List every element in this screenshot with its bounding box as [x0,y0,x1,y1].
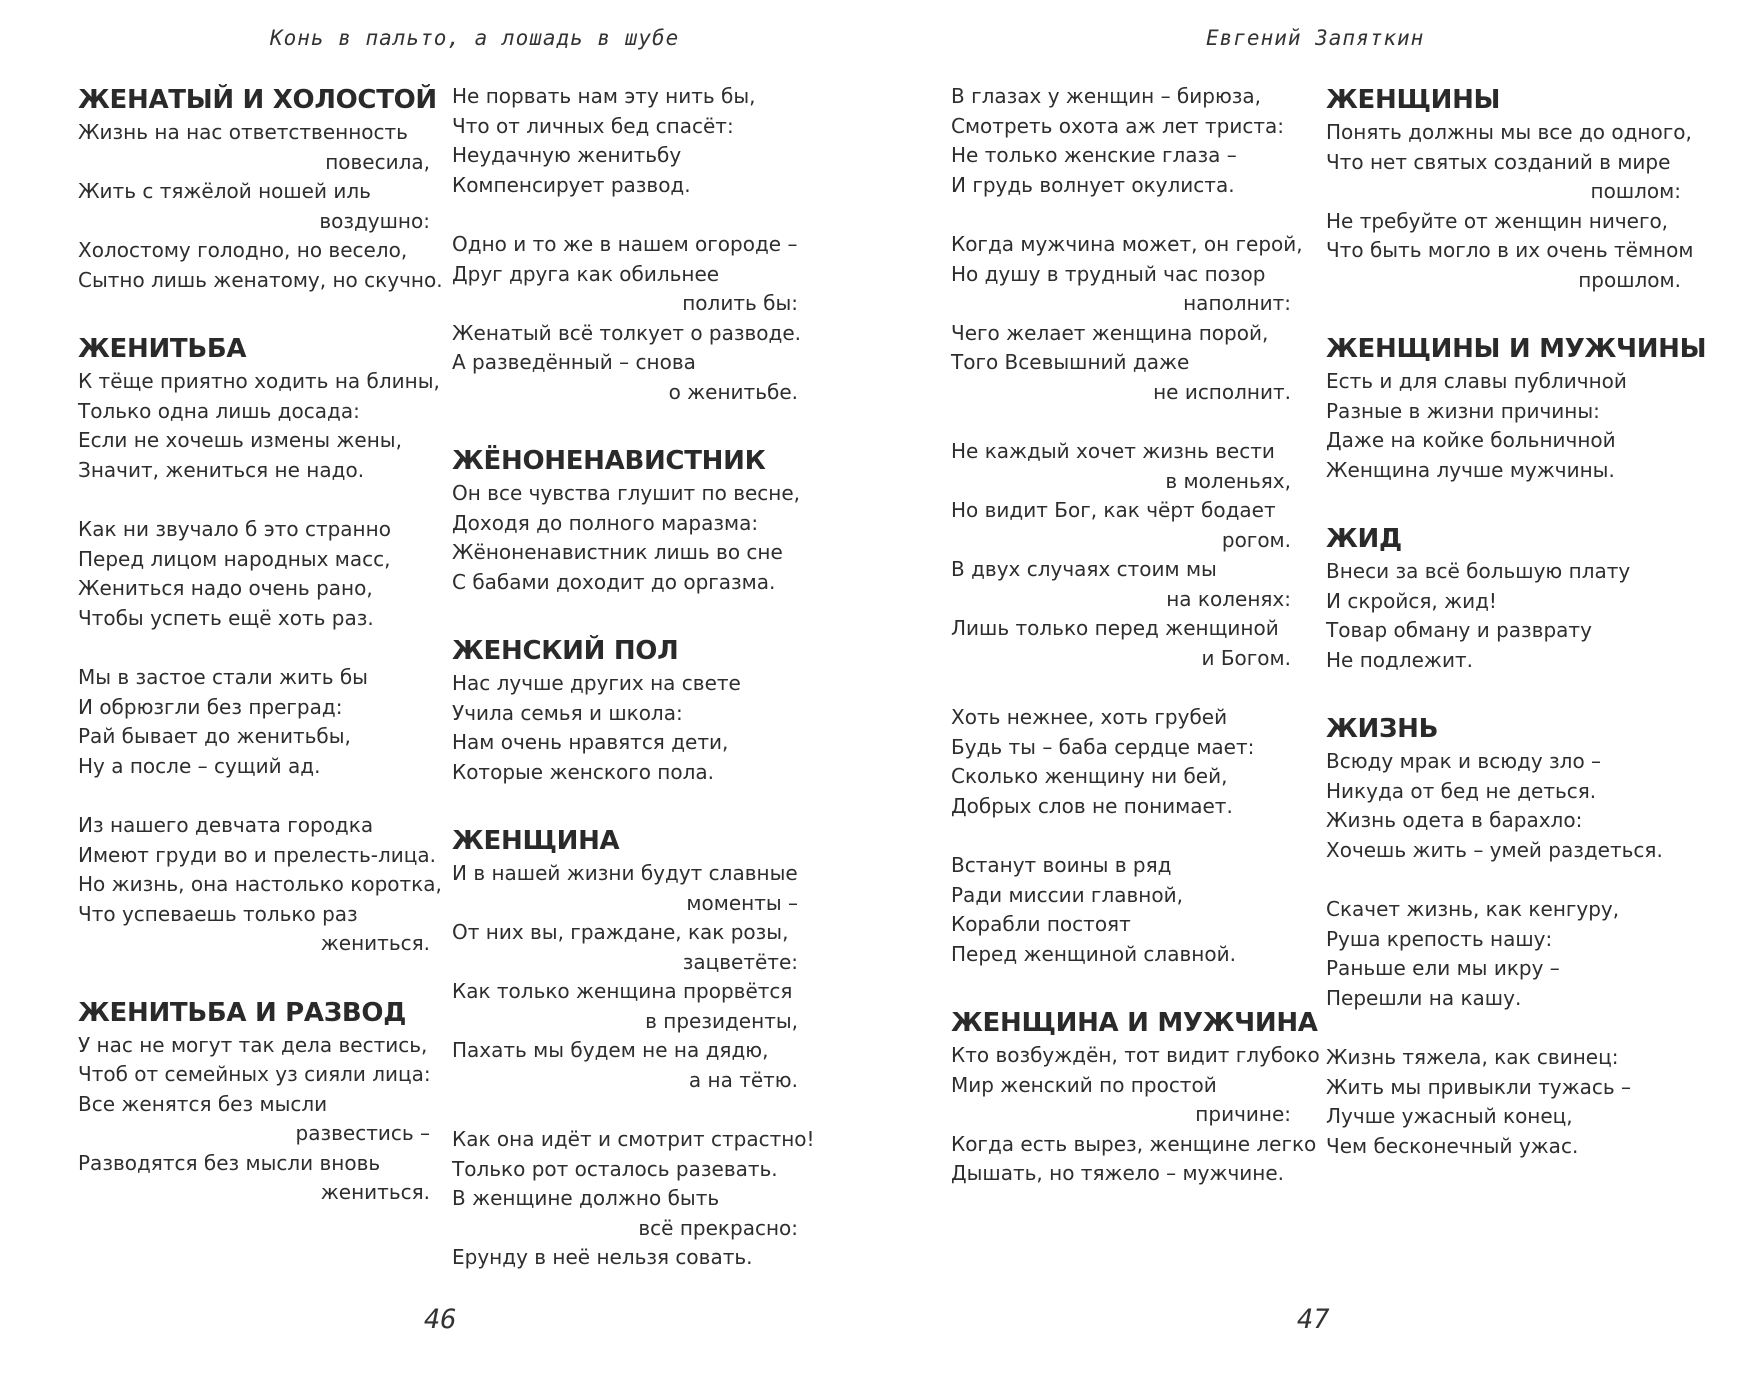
verse-line: Неудачную женитьбу [452,143,682,167]
verse-line: Если не хочешь измены жены, [78,428,402,452]
verse-line: Чтобы успеть ещё хоть раз. [78,605,374,630]
verse-line: не исполнит. [1153,379,1291,404]
verse-line: Лишь только перед женщиной [951,616,1279,640]
verse-line: Лучше ужасный конец, [1326,1104,1573,1128]
poem [1326,711,1681,1161]
verse-line: Есть и для славы публичной [1326,369,1627,393]
left-page [0,0,870,1374]
verse-line: Перед лицом народных масс, [78,546,391,571]
verse-line: Как ни звучало б это странно [78,517,391,541]
stanza [1326,747,1681,865]
poem-title: ЖЕНЩИНА [452,826,620,856]
stanza [1326,367,1681,485]
verse-line: Жизнь одета в барахло: [1326,808,1583,832]
verse-line: всё прекрасно: [638,1215,798,1240]
verse-line: в моленьях, [1165,468,1291,493]
poem-title: ЖЁНОНЕНАВИСТНИК [452,446,766,476]
verse-line: В глазах у женщин – бирюза, [951,84,1262,108]
verse-line: Будь ты – баба сердце мает: [951,734,1255,759]
verse-line: Пахать мы будем не на дядю, [452,1038,769,1062]
poem [951,1005,1320,1189]
stanza [78,515,430,633]
verse-line: полить бы: [682,291,798,315]
verse-line: Что нет святых созданий в мире [1326,149,1671,174]
verse-line: Хоть нежнее, хоть грубей [951,705,1228,729]
stanza [78,1031,430,1208]
verse-line: Жить с тяжёлой ношей иль [78,179,371,203]
stanza [452,479,801,597]
verse-line: Мы в застое стали жить бы [78,665,368,689]
verse-line: Рай бывает до женитьбы, [78,724,351,748]
verse-line: Хочешь жить – умей раздеться. [1326,837,1663,862]
verse-line: Друг друга как обильнее [452,261,720,286]
verse-line: И в нашей жизни будут славные [452,861,798,885]
poem [1326,82,1694,295]
left-page-column-1 [78,82,443,1244]
verse-line: Что успеваешь только раз [78,901,358,926]
verse-line: Разводятся без мысли вновь [78,1150,381,1175]
poem [452,633,798,787]
verse-line: А разведённый – снова [452,350,696,374]
verse-line: Что от личных бед спасёт: [452,113,734,138]
verse-line: на коленях: [1166,586,1291,611]
verse-line: Как она идёт и смотрит страстно! [452,1127,815,1151]
right-page-column-2 [1326,82,1707,1197]
page-number: 47 [1297,1304,1330,1335]
verse-line: Чем бесконечный ужас. [1326,1133,1579,1158]
verse-line: воздушно: [319,208,430,233]
stanza [78,118,443,295]
verse-line: Дышать, но тяжело – мужчине. [951,1161,1285,1185]
verse-line: Значит, жениться не надо. [78,457,365,482]
poem-title: ЖЕНАТЫЙ И ХОЛОСТОЙ [78,85,437,115]
verse-line: Смотреть охота аж лет триста: [951,113,1285,138]
verse-line: Скачет жизнь, как кенгуру, [1326,897,1620,921]
verse-line: Ради миссии главной, [951,882,1183,907]
verse-line: Перед женщиной славной. [951,941,1236,966]
verse-line: Как только женщина прорвётся [452,979,793,1003]
stanza [452,1125,815,1273]
left-page-column-2 [452,82,815,1309]
poem [951,82,1303,969]
verse-line: Ерунду в неё нельзя совать. [452,1245,753,1269]
verse-line: прошлом. [1578,267,1681,292]
stanza [1326,895,1681,1013]
verse-line: И обрюзгли без преград: [78,694,343,719]
verse-line: У нас не могут так дела вестись, [78,1032,428,1057]
verse-line: Из нашего девчата городка [78,813,374,837]
right-page [871,0,1741,1374]
verse-line: Доходя до полного маразма: [452,510,759,535]
stanza [1326,118,1694,295]
stanza [78,367,440,485]
verse-line: Никуда от бед не деться. [1326,778,1597,803]
verse-line: причине: [1195,1102,1291,1126]
verse-line: пошлом: [1590,179,1681,203]
verse-line: Компенсирует развод. [452,172,691,197]
verse-line: Не подлежит. [1326,647,1473,672]
verse-line: Только одна лишь досада: [78,398,360,423]
poem-title: ЖЕНСКИЙ ПОЛ [452,636,679,666]
stanza [951,437,1291,673]
verse-line: С бабами доходит до оргазма. [452,569,776,594]
poem [78,995,430,1208]
verse-line: Имеют груди во и прелесть-лица. [78,842,436,867]
stanza [951,703,1291,821]
verse-line: Мир женский по простой [951,1072,1217,1097]
verse-line: Только рот осталось разевать. [452,1156,778,1181]
stanza [452,82,798,200]
verse-line: Что быть могло в их очень тёмном [1326,238,1694,262]
poem [1326,331,1707,485]
verse-line: Одно и то же в нашем огороде – [452,232,798,256]
stanza [452,669,798,787]
verse-line: Сытно лишь женатому, но скучно. [78,267,443,292]
verse-line: Но жизнь, она настолько коротка, [78,872,442,896]
verse-line: Встанут воины в ряд [951,853,1172,877]
verse-line: Руша крепость нашу: [1326,926,1553,951]
stanza [951,230,1303,407]
verse-line: о женитьбе. [668,379,798,404]
running-head-author: Евгений Запяткин [1206,26,1425,50]
verse-line: моменты – [686,890,798,915]
verse-line: Сколько женщину ни бей, [951,764,1228,788]
verse-line: От них вы, граждане, как розы, [452,920,789,944]
verse-line: Чтоб от семейных уз сияли лица: [78,1062,431,1086]
verse-line: Того Всевышний даже [951,350,1190,374]
verse-line: повесила, [325,149,430,174]
verse-line: И грудь волнует окулиста. [951,172,1235,197]
verse-line: Товар обману и разврату [1326,618,1592,642]
verse-line: Но видит Бог, как чёрт бодает [951,498,1276,522]
verse-line: Все женятся без мысли [78,1091,328,1116]
verse-line: Жизнь тяжела, как свинец: [1326,1045,1619,1069]
poem [452,443,801,597]
verse-line: К тёще приятно ходить на блины, [78,369,440,393]
verse-line: Перешли на кашу. [1326,985,1522,1010]
verse-line: Даже на койке больничной [1326,428,1616,452]
verse-line: Не каждый хочет жизнь вести [951,439,1275,463]
verse-line: рогом. [1221,527,1291,552]
poem-title: ЖИД [1326,524,1402,554]
verse-line: Ну а после – сущий ад. [78,753,321,778]
verse-line: жениться. [320,1180,430,1204]
stanza [951,1041,1320,1189]
verse-line: наполнит: [1183,291,1291,315]
poem-title: ЖЕНЩИНА И МУЖЧИНА [951,1008,1318,1038]
verse-line: зацветёте: [682,949,798,974]
verse-line: Разные в жизни причины: [1326,398,1600,423]
verse-line: Учила семья и школа: [452,700,683,725]
verse-line: Когда есть вырез, женщине легко [951,1131,1317,1156]
poem [1326,521,1681,675]
page-number: 46 [424,1304,457,1335]
stanza [1326,1043,1681,1161]
verse-line: Не только женские глаза – [951,143,1237,167]
stanza [452,230,802,407]
verse-line: в президенты, [645,1008,798,1033]
verse-line: В двух случаях стоим мы [951,557,1217,581]
verse-line: развестись – [295,1121,430,1145]
running-head-title: Конь в пальто, а лошадь в шубе [270,26,680,50]
verse-line: Нам очень нравятся дети, [452,730,729,754]
verse-line: Жениться надо очень рано, [78,576,373,600]
poem-title: ЖЕНЩИНЫ [1326,85,1501,115]
poem [452,82,802,407]
verse-line: Чего желает женщина порой, [951,320,1269,345]
verse-line: И скройся, жид! [1326,588,1497,613]
verse-line: и Богом. [1201,645,1291,670]
verse-line: Когда мужчина может, он герой, [951,232,1303,256]
verse-line: Которые женского пола. [452,759,714,784]
verse-line: Не требуйте от женщин ничего, [1326,208,1669,233]
verse-line: Понять должны мы все до одного, [1326,120,1692,144]
verse-line: Холостому голодно, но весело, [78,238,408,262]
verse-line: Он все чувства глушит по весне, [452,481,801,505]
verse-line: Раньше ели мы икру – [1326,956,1560,980]
poem-title: ЖЕНЩИНЫ И МУЖЧИНЫ [1326,334,1707,364]
right-page-column-1 [951,82,1320,1225]
verse-line: Внеси за всё большую плату [1326,559,1631,583]
stanza [78,811,442,959]
verse-line: Не порвать нам эту нить бы, [452,84,756,108]
stanza [1326,557,1681,675]
poem-title: ЖЕНИТЬБА И РАЗВОД [78,997,407,1028]
verse-line: Нас лучше других на свете [452,671,741,695]
verse-line: Но душу в трудный час позор [951,261,1266,286]
verse-line: Корабли постоят [951,912,1131,936]
poem [78,331,442,959]
verse-line: Женатый всё толкует о разводе. [452,320,802,345]
verse-line: жениться. [320,931,430,955]
verse-line: а на тётю. [688,1067,798,1092]
verse-line: Жизнь на нас ответственность [78,120,408,144]
poem [452,823,815,1273]
verse-line: Женщина лучше мужчины. [1326,457,1615,482]
stanza [951,851,1291,969]
stanza [452,859,798,1095]
verse-line: Жёноненавистник лишь во сне [452,540,783,564]
verse-line: Всюду мрак и всюду зло – [1326,749,1602,773]
poem-title: ЖИЗНЬ [1326,714,1439,744]
stanza [951,82,1291,200]
verse-line: В женщине должно быть [452,1186,720,1210]
verse-line: Жить мы привыкли тужась – [1326,1074,1632,1099]
verse-line: Добрых слов не понимает. [951,793,1233,818]
poem-title: ЖЕНИТЬБА [78,334,247,364]
poem [78,82,443,295]
stanza [78,663,430,781]
verse-line: Кто возбуждён, тот видит глубоко [951,1043,1320,1067]
